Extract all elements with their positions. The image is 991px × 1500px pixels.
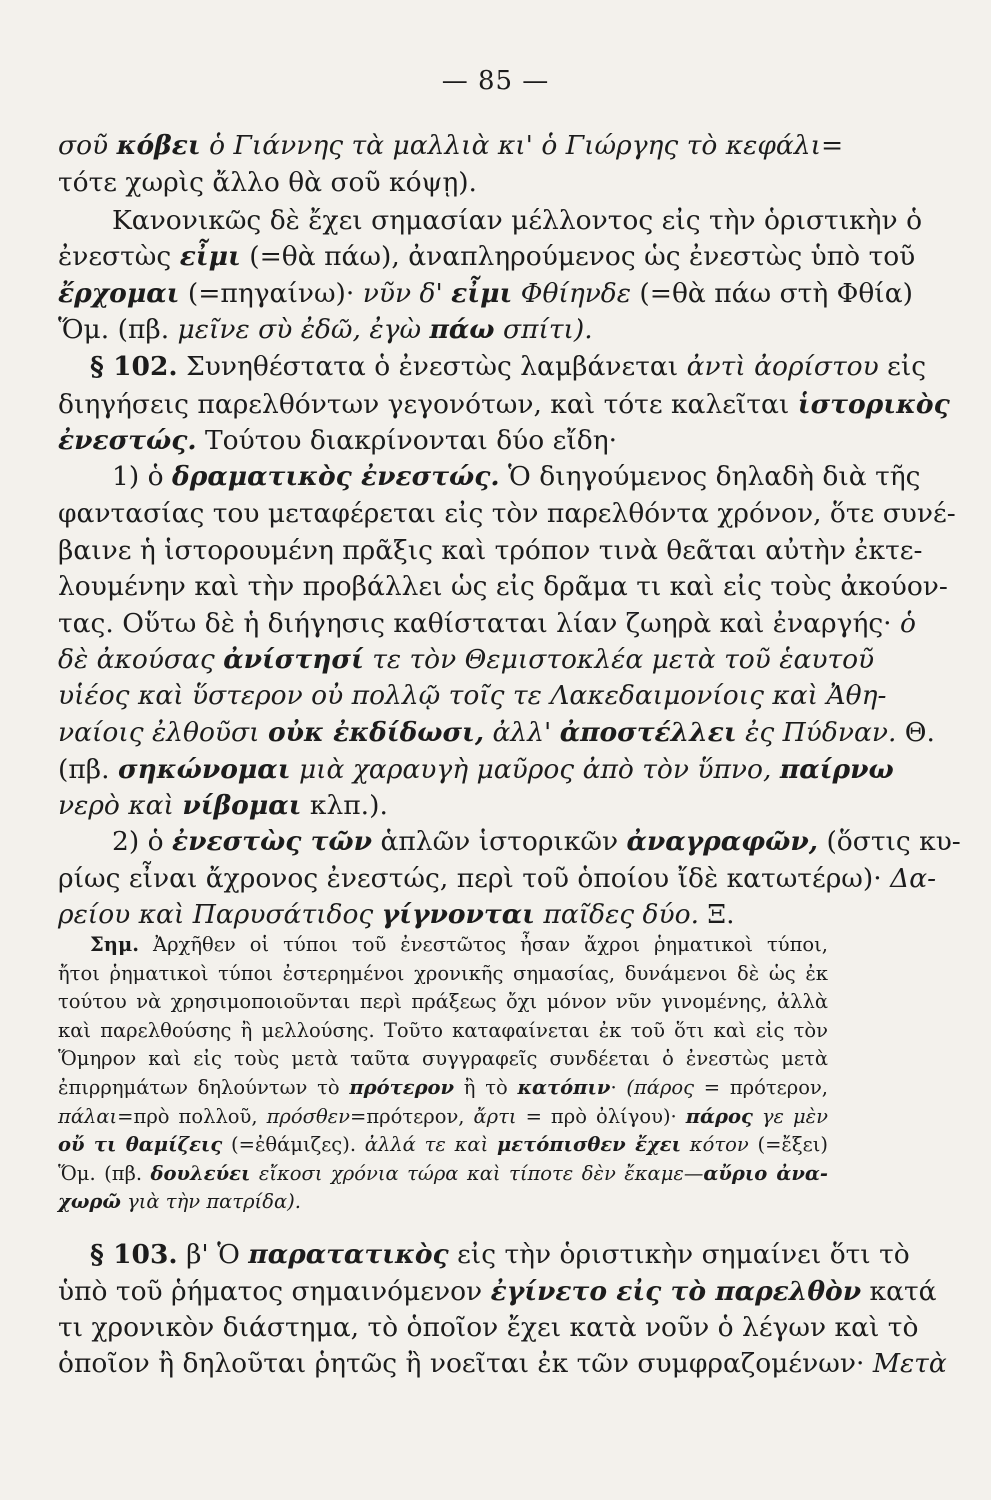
note-line — [58, 1046, 828, 1072]
text-run: 1) ὁ — [112, 461, 173, 492]
text-run: ρείου καὶ Παρυσάτιδος — [58, 899, 382, 930]
text-run: ἱστορικὸς — [797, 389, 950, 420]
text-run: (=θὰ πάω), ἀναπληρούμενος ὡς ἐνεστὼς ὑπὸ τοῦ — [240, 241, 916, 272]
text-run: ἀντὶ ἀορίστου — [686, 351, 879, 382]
text-run: § 103. — [90, 1239, 178, 1270]
text-line — [58, 1311, 919, 1345]
text-run: πρότερον — [349, 1076, 455, 1099]
text-run: σοῦ — [58, 130, 117, 161]
text-run: Ὅμηρον καὶ εἰς τοὺς μετὰ ταῦτα συγγραφεῖς συνδέεται ὁ ἐνεστὼς μετὰ — [58, 1047, 828, 1070]
text-run: οὔ τι — [58, 1133, 126, 1156]
text-run: δὲ ἀκούσας — [58, 644, 224, 675]
text-run: (=ἔξει) — [748, 1133, 828, 1156]
text-run: οὐκ ἐκδίδωσι, — [267, 717, 485, 748]
page-number: — 85 — — [441, 66, 550, 96]
text-run: νερὸ καὶ — [58, 790, 183, 821]
text-run: λουμένην καὶ τὴν προβάλλει ὡς εἰς δρᾶμα τι καὶ εἰς τοὺς ἀκούον- — [58, 571, 948, 602]
text-run: ἔρχομαι — [58, 278, 180, 309]
text-run: ναίοις ἐλθοῦσι — [58, 717, 268, 748]
text-run: πάλαι — [58, 1105, 118, 1128]
text-run: κατά — [861, 1276, 937, 1307]
text-run: κότον — [681, 1133, 749, 1156]
text-line — [112, 825, 961, 859]
text-run: πάρος — [685, 1105, 753, 1128]
text-run: Μετὰ — [872, 1348, 947, 1379]
text-line — [58, 1347, 947, 1381]
text-run: ἐνεστὼς τῶν — [172, 826, 373, 857]
text-run: ὑπὸ τοῦ ῥήματος σημαινόμενον — [58, 1276, 491, 1307]
text-run: = πρὸ ὀλίγου)· — [516, 1105, 686, 1128]
text-line — [58, 570, 948, 604]
text-run: 2) ὁ — [112, 826, 173, 857]
text-run: (ὅστις κυ- — [818, 826, 961, 857]
text-line — [58, 313, 828, 347]
text-line — [58, 129, 844, 163]
text-run: § 102. — [90, 351, 178, 382]
text-run: θαμίζεις — [125, 1133, 223, 1156]
text-run: κλπ.). — [301, 790, 388, 821]
text-run: Φθίηνδε — [512, 278, 631, 309]
text-run: τι χρονικὸν διάστημα, τὸ ὁποῖον ἔχει κατὰ νοῦν ὁ λέγων καὶ τὸ — [58, 1312, 919, 1343]
text-run: β' Ὁ — [177, 1239, 249, 1270]
text-run: εἴκοσι χρόνια τώρα καὶ τίποτε δὲν ἔκαμε— — [250, 1162, 704, 1185]
text-run: ἐπιρρημάτων δηλούντων τὸ — [58, 1076, 350, 1099]
text-run: Ἀρχῆθεν οἱ τύποι τοῦ ἐνεστῶτος ἦσαν ἄχροι ῥηματικοὶ τύποι, — [139, 933, 828, 956]
text-run: δραματικὸς ἐνεστώς. — [172, 461, 500, 492]
text-line — [58, 1275, 937, 1309]
text-run: Ξ. — [699, 899, 735, 930]
text-run: ἀλλ' — [484, 717, 560, 748]
text-run: μεῖνε σὺ ἐδῶ, ἐγὼ — [177, 314, 430, 345]
text-line — [58, 643, 875, 677]
text-run: τότε χωρὶς ἄλλο θὰ σοῦ κόψῃ). — [58, 167, 477, 198]
text-line — [58, 862, 937, 896]
text-run: μιὰ χαραυγὴ μαῦρος ἀπὸ τὸν ὕπνο, — [290, 754, 780, 785]
text-run: γιὰ τὴν πατρίδα). — [120, 1190, 301, 1213]
text-run: (=ἐθάμιζες). — [222, 1133, 365, 1156]
text-line — [58, 789, 828, 823]
text-run: ἐνεστώς. — [58, 425, 197, 456]
text-run: (πάρος — [626, 1076, 695, 1099]
text-line — [90, 350, 927, 384]
text-run: (πβ. — [58, 754, 118, 785]
note-line — [90, 932, 828, 958]
text-run: νίβομαι — [182, 790, 302, 821]
note-line — [58, 1104, 828, 1130]
text-run: Ὁ διηγούμενος δηλαδὴ διὰ τῆς — [499, 461, 921, 492]
text-run: εἶμι — [451, 278, 513, 309]
text-run: ἐς Πύδναν. — [736, 717, 897, 748]
text-run: ἄρτι — [473, 1105, 517, 1128]
text-run: ἀποστέλλει — [559, 717, 737, 748]
text-run: σπίτι). — [494, 314, 593, 345]
text-line — [58, 679, 887, 713]
text-run: Κανονικῶς δὲ ἔχει σημασίαν μέλλοντος εἰς τὴν ὁριστικὴν ὁ — [112, 205, 923, 236]
text-run: παῖδες δύο. — [534, 899, 699, 930]
text-run: Σημ. — [90, 933, 140, 956]
text-run: χωρῶ — [58, 1190, 121, 1213]
text-run: ρίως εἶναι ἄχρονος ἐνεστώς, περὶ τοῦ ὁποίου ἴδὲ κατωτέρω)· — [58, 863, 891, 894]
text-line — [58, 753, 894, 787]
text-run: ἁπλῶν ἱστορικῶν — [372, 826, 627, 857]
note-line — [58, 1018, 828, 1044]
text-run: γε μὲν — [752, 1105, 828, 1128]
text-run: ἢ τὸ — [454, 1076, 518, 1099]
text-run: πρόσθεν — [266, 1105, 350, 1128]
text-line — [58, 898, 828, 932]
text-run: Θ. — [896, 717, 935, 748]
text-run: ὁ — [900, 608, 916, 639]
text-run: ἀναγραφῶν, — [626, 826, 819, 857]
text-run: =πρότερον, — [350, 1105, 474, 1128]
text-run: ὁ Γιάννης τὰ μαλλιὰ κι' ὁ Γιώργης τὸ κεφάλι= — [200, 130, 844, 161]
text-run: εἶμι — [179, 241, 241, 272]
text-run: ἀνίστησί — [223, 644, 364, 675]
text-line — [58, 277, 913, 311]
text-run: εἰς τὴν ὁριστικὴν σημαίνει ὅτι τὸ — [448, 1239, 910, 1270]
text-run: διηγήσεις παρελθόντων γεγονότων, καὶ τότε καλεῖται — [58, 389, 798, 420]
note-line — [58, 961, 828, 987]
text-run: βαινε ἡ ἱστορουμένη πρᾶξις καὶ τρόπον τινὰ θεᾶται αὐτὴν ἐκτε- — [58, 535, 923, 566]
text-line — [90, 1238, 910, 1272]
text-line — [58, 716, 935, 750]
note-line — [58, 989, 828, 1015]
note-line — [58, 1161, 828, 1187]
text-run: τε τὸν Θεμιστοκλέα μετὰ τοῦ ἑαυτοῦ — [363, 644, 875, 675]
text-run: Τούτου διακρίνονται δύο εἴδη· — [196, 425, 618, 456]
text-line — [58, 424, 828, 458]
text-line — [58, 388, 950, 422]
text-run: Συνηθέστατα ὁ ἐνεστὼς λαμβάνεται — [177, 351, 687, 382]
text-line — [112, 204, 923, 238]
text-run: νῦν δ' — [362, 278, 452, 309]
text-run: Ὅμ. (πβ. — [58, 1162, 151, 1185]
text-run: τούτου νὰ χρησιμοποιοῦνται περὶ πράξεως ὄχι μόνον νῦν γινομένης, ἀλλὰ — [58, 990, 828, 1013]
text-run: τας. Οὕτω δὲ ἡ διήγησις καθίσταται λίαν ζωηρὰ καὶ ἐναργής· — [58, 608, 901, 639]
text-run: γίγνονται — [381, 899, 535, 930]
text-run: Ὅμ. (πβ. — [58, 314, 178, 345]
note-line — [58, 1189, 828, 1215]
text-run: (=θὰ πάω στὴ Φθία) — [630, 278, 913, 309]
text-run: παίρνω — [779, 754, 894, 785]
text-run: υἱέος καὶ ὕστερον οὐ πολλῷ τοῖς τε Λακεδαιμονίοις καὶ Ἀθη- — [58, 680, 887, 711]
text-run: αὔριο ἀνα- — [703, 1162, 828, 1185]
text-run: μετόπισθεν ἔχει — [496, 1133, 682, 1156]
text-run: · — [610, 1076, 627, 1099]
text-run: κόβει — [116, 130, 201, 161]
text-run: ἀλλά τε καὶ — [364, 1133, 497, 1156]
text-run: πάω — [429, 314, 495, 345]
note-line — [58, 1075, 828, 1101]
text-line — [58, 240, 916, 274]
text-run: καὶ παρελθούσης ἢ μελλούσης. Τοῦτο καταφαίνεται ἐκ τοῦ ὅτι καὶ εἰς τὸν — [58, 1019, 828, 1042]
text-run: (=πηγαίνω)· — [179, 278, 363, 309]
text-line — [112, 460, 921, 494]
text-line — [58, 497, 956, 531]
text-run: κατόπιν — [517, 1076, 611, 1099]
text-run: ὁποῖον ἢ δηλοῦται ῥητῶς ἢ νοεῖται ἐκ τῶν συμφραζομένων· — [58, 1348, 873, 1379]
text-run: σηκώνομαι — [117, 754, 291, 785]
text-run: ἤτοι ῥηματικοὶ τύποι ἐστερημένοι χρονικῆς σημασίας, δυνάμενοι δὲ ὡς ἐκ — [58, 962, 828, 985]
text-run: παρατατικὸς — [248, 1239, 449, 1270]
text-run: δουλεύει — [150, 1162, 251, 1185]
text-run: Δα- — [890, 863, 937, 894]
text-line — [58, 534, 923, 568]
text-line — [58, 607, 916, 641]
text-run: φαντασίας του μεταφέρεται εἰς τὸν παρελθόντα χρόνον, ὅτε συνέ- — [58, 498, 956, 529]
text-run: =πρὸ πολλοῦ, — [117, 1105, 267, 1128]
text-run: εἰς — [878, 351, 927, 382]
text-run: ἐνεστὼς — [58, 241, 180, 272]
note-line — [58, 1132, 828, 1158]
text-line — [58, 166, 828, 200]
text-run: ἐγίνετο εἰς τὸ παρελθὸν — [490, 1276, 862, 1307]
text-run: = πρότερον, — [694, 1076, 829, 1099]
